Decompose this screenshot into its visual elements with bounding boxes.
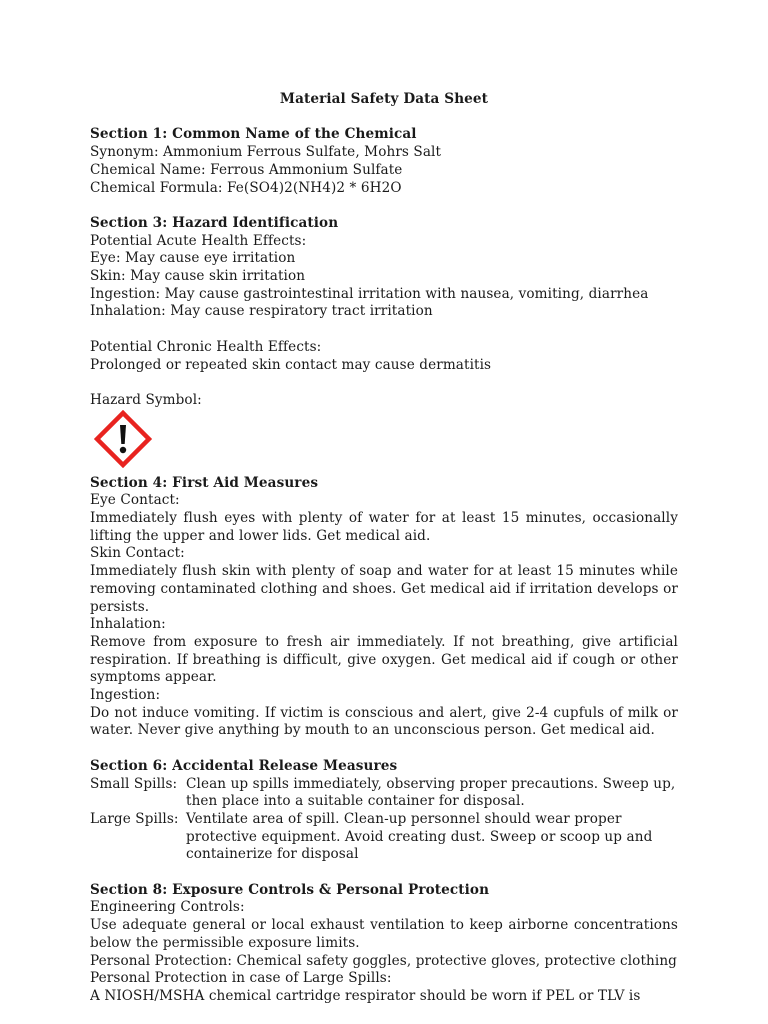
eye-contact-label: Eye Contact: xyxy=(90,492,180,509)
chemical-formula-line: Chemical Formula: Fe(SO4)2(NH4)2 * 6H2O xyxy=(90,179,402,196)
skin-contact-text: Immediately flush skin with plenty of soap and water for at least 15 minutes while removing contaminated clothing and shoes. Get medical aid if irritation develops or persists. xyxy=(90,563,678,615)
large-spills-text: Ventilate area of spill. Clean-up personnel should wear proper protective equipment. Avoid creating dust. Sweep or scoop up and containerize for disposal xyxy=(186,810,653,863)
small-spills-text: Clean up spills immediately, observing proper precautions. Sweep up, then place into a suitable container for disposal. xyxy=(186,775,676,810)
section-8-heading: Section 8: Exposure Controls & Personal Protection xyxy=(90,881,490,898)
ingestion-effect-line: Ingestion: May cause gastrointestinal irritation with nausea, vomiting, diarrhea xyxy=(90,285,649,302)
acute-effects-label: Potential Acute Health Effects: xyxy=(90,232,307,249)
document-title: Material Safety Data Sheet xyxy=(279,91,489,107)
exclamation-mark-diamond-icon xyxy=(94,410,154,470)
spacer xyxy=(90,864,678,882)
inhalation-label: Inhalation: xyxy=(90,616,166,633)
small-spills-label: Small Spills: xyxy=(90,775,178,792)
section-1-heading: Section 1: Common Name of the Chemical xyxy=(90,126,417,143)
hazard-symbol-label: Hazard Symbol: xyxy=(90,391,202,408)
personal-protection-text: Personal Protection: Chemical safety goggles, protective gloves, protective clothing xyxy=(90,952,677,969)
skin-effect-line: Skin: May cause skin irritation xyxy=(90,268,306,284)
engineering-controls-label: Engineering Controls: xyxy=(90,899,245,916)
chronic-effects-text: Prolonged or repeated skin contact may cause dermatitis xyxy=(90,356,492,373)
spacer xyxy=(90,197,678,215)
section-6-heading: Section 6: Accidental Release Measures xyxy=(90,757,398,774)
spacer xyxy=(90,740,678,758)
section-3-heading: Section 3: Hazard Identification xyxy=(90,214,339,231)
chronic-effects-label: Potential Chronic Health Effects: xyxy=(90,338,322,355)
engineering-controls-text: Use adequate general or local exhaust ventilation to keep airborne concentrations below the permissible exposure limits. xyxy=(90,917,678,951)
large-spills-protection-text: A NIOSH/MSHA chemical cartridge respirator should be worn if PEL or TLV is xyxy=(90,987,641,1004)
spacer xyxy=(90,374,678,392)
section-4-heading: Section 4: First Aid Measures xyxy=(90,474,319,491)
spacer xyxy=(90,321,678,339)
document-content xyxy=(90,91,678,1006)
inhalation-text: Remove from exposure to fresh air immediately. If not breathing, give artificial respiration. If breathing is difficult, give oxygen. Get medical aid if cough or other symptoms appear. xyxy=(90,633,678,686)
large-spills-row xyxy=(90,811,678,864)
chemical-name-line: Chemical Name: Ferrous Ammonium Sulfate xyxy=(90,161,403,178)
inhalation-effect-line: Inhalation: May cause respiratory tract irritation xyxy=(90,303,433,320)
skin-contact-label: Skin Contact: xyxy=(90,545,185,562)
ingestion-label: Ingestion: xyxy=(90,687,161,704)
large-spills-protection-label: Personal Protection in case of Large Spills: xyxy=(90,970,392,987)
large-spills-label: Large Spills: xyxy=(90,810,179,827)
eye-effect-line: Eye: May cause eye irritation xyxy=(90,250,296,267)
eye-contact-text: Immediately flush eyes with plenty of water for at least 15 minutes, occasionally lifting the upper and lower lids. Get medical aid. xyxy=(90,510,678,544)
synonym-line: Synonym: Ammonium Ferrous Sulfate, Mohrs Salt xyxy=(90,144,442,161)
ingestion-text: Do not induce vomiting. If victim is conscious and alert, give 2-4 cupfuls of milk or water. Never give anything by mouth to an unconscious person. Get medical aid. xyxy=(90,704,678,739)
small-spills-row xyxy=(90,776,678,811)
